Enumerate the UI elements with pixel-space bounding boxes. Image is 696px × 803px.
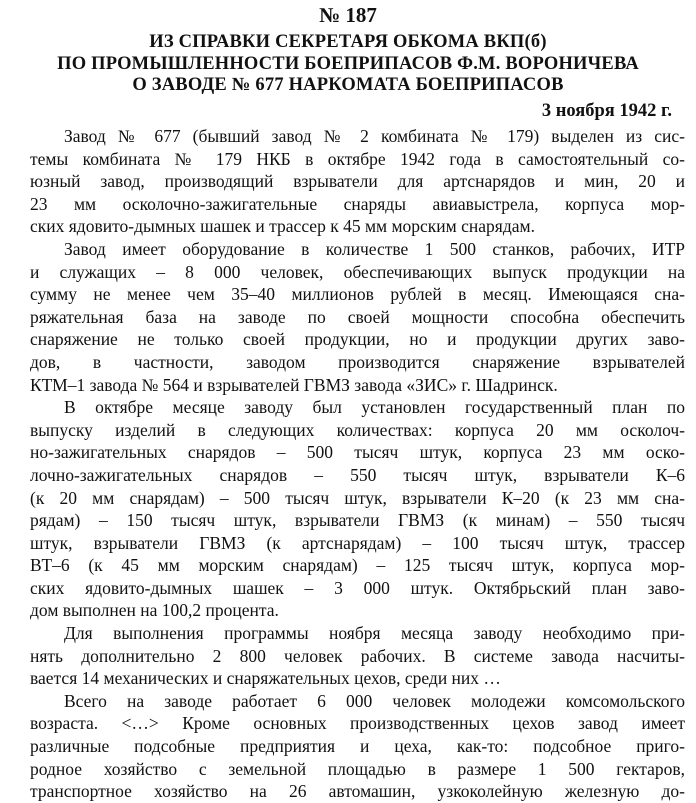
document-date: 3 ноября 1942 г. — [541, 101, 672, 121]
text-line: дов, в частности, заводом производится снаряжение взрывателей — [30, 351, 685, 372]
text-line: и служащих – 8 000 человек, обеспечивающих выпуск продукции на — [30, 261, 685, 282]
text-line: 23 мм осколочно-зажигательные снаряды авиавыстрела, корпуса мор- — [30, 193, 685, 214]
title-line: О ЗАВОДЕ № 677 НАРКОМАТА БОЕПРИПАСОВ — [132, 75, 564, 95]
text-line: темы комбината № 179 НКБ в октябре 1942 года в самостоятельный со- — [30, 148, 685, 169]
text-line: ских ядовито-дымных шашек – 3 000 штук. Октябрьский план заво- — [30, 577, 685, 598]
text-line: ских ядовито-дымных шашек и трассер к 45 мм морским снарядам. — [30, 216, 535, 237]
document-number: № 187 — [319, 3, 377, 27]
text-line: лочно-зажигательных снарядов – 550 тысяч штук, взрыватели К–6 — [30, 464, 685, 485]
text-line: рядам) – 150 тысяч штук, взрыватели ГВМЗ (к минам) – 550 тысяч — [30, 510, 685, 531]
text-line: Завод № 677 (бывший завод № 2 комбината № 179) выделен из сис- — [64, 126, 685, 146]
text-line: штук, взрыватели ГВМЗ (к артснарядам) – 100 тысяч штук, трассер — [30, 532, 685, 553]
title-line: ИЗ СПРАВКИ СЕКРЕТАРЯ ОБКОМА ВКП(б) — [149, 32, 547, 52]
text-line: ВТ–6 (к 45 мм морским снарядам) – 125 тысяч штук, корпуса мор- — [30, 555, 685, 576]
text-line: различные подсобные предприятия и цеха, как-то: подсобное приго- — [30, 736, 685, 757]
text-line: В октябре месяце заводу был установлен государственный план по — [64, 397, 685, 418]
text-line: возраста. <…> Кроме основных производственных цехов завод имеет — [30, 713, 685, 734]
text-line: сумму не менее чем 35–40 миллионов рублей в месяц. Имеющаяся сна- — [30, 284, 685, 305]
text-line: Всего на заводе работает 6 000 человек молодежи комсомольского — [64, 690, 685, 711]
text-line: выпуску изделий в следующих количествах: корпуса 20 мм осколоч- — [30, 419, 685, 440]
text-line: Завод имеет оборудование в количестве 1 500 станков, рабочих, ИТР — [64, 238, 685, 259]
text-line: родное хозяйство с земельной площадью в размере 1 500 гектаров, — [30, 758, 685, 779]
text-line: транспортное хозяйство на 26 автомашин, узкоколейную железную до- — [30, 781, 685, 802]
text-line: ряжательная база на заводе по своей мощности способна обеспечить — [30, 306, 685, 327]
text-line: дом выполнен на 100,2 процента. — [30, 600, 279, 621]
text-line: (к 20 мм снарядам) – 500 тысяч штук, взрыватели К–20 (к 23 мм сна- — [30, 487, 685, 508]
text-line: КТМ–1 завода № 564 и взрывателей ГВМЗ завода «ЗИС» г. Шадринск. — [30, 374, 558, 395]
document-title — [0, 32, 696, 97]
text-line: юзный завод, производящий взрыватели для артснарядов и мин, 20 и — [30, 171, 685, 192]
text-line: но-зажигательных снарядов – 500 тысяч штук, корпуса 23 мм оско- — [30, 442, 685, 463]
text-line: нять дополнительно 2 800 человек рабочих. В системе завода насчиты- — [30, 645, 685, 666]
text-line: Для выполнения программы ноября месяца заводу необходимо при- — [64, 623, 685, 644]
text-line: снаряжение не только своей продукции, но и продукции других заво- — [30, 329, 685, 350]
text-line: вается 14 механических и снаряжательных цехов, среди них … — [30, 668, 501, 689]
title-line: ПО ПРОМЫШЛЕННОСТИ БОЕПРИПАСОВ Ф.М. ВОРОНИЧЕВА — [57, 53, 639, 74]
document-body — [30, 125, 685, 803]
